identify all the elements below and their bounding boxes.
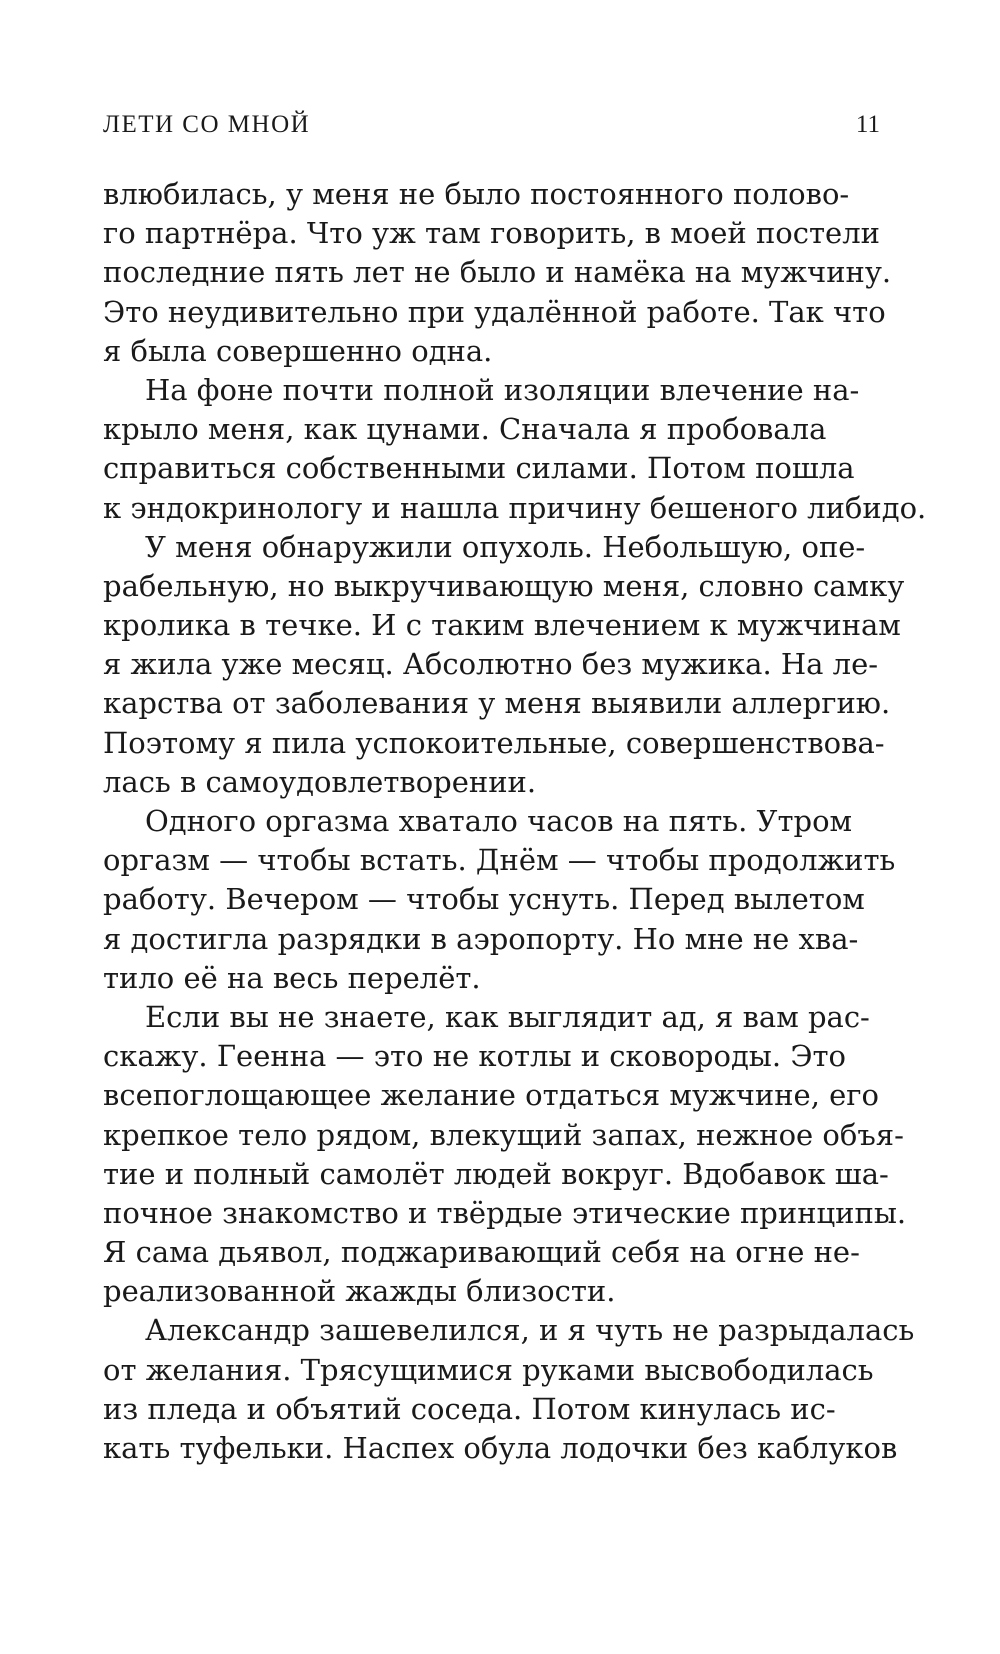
page-number: 11: [855, 111, 880, 138]
text-line: тие и полный самолёт людей вокруг. Вдобавок ша-: [103, 1156, 889, 1191]
text-line: последние пять лет не было и намёка на мужчину.: [103, 255, 892, 290]
text-line: рабельную, но выкручивающую меня, словно самку: [103, 568, 905, 603]
text-line: работу. Вечером — чтобы уснуть. Перед вылетом: [103, 882, 865, 917]
text-line: Если вы не знаете, как выглядит ад, я вам рас-: [145, 999, 870, 1034]
text-line: крыло меня, как цунами. Сначала я пробовала: [103, 412, 827, 447]
text-line: карства от заболевания у меня выявили аллергию.: [103, 686, 891, 721]
text-line: Одного оргазма хватало часов на пять. Утром: [145, 804, 853, 838]
text-line: кать туфельки. Наспех обула лодочки без каблуков: [103, 1431, 898, 1465]
text-line: из пледа и объятий соседа. Потом кинулась ис-: [103, 1391, 836, 1426]
text-line: кролика в течке. И с таким влечением к мужчинам: [103, 608, 901, 643]
text-line: я жила уже месяц. Абсолютно без мужика. На ле-: [103, 647, 879, 682]
text-line: к эндокринологу и нашла причину бешеного либидо.: [103, 490, 927, 525]
text-line: го партнёра. Что уж там говорить, в моей постели: [103, 216, 880, 251]
text-line: реализованной жажды близости.: [103, 1274, 616, 1309]
text-line: Это неудивительно при удалённой работе. Так что: [103, 294, 886, 329]
text-line: почное знакомство и твёрдые этические принципы.: [103, 1195, 907, 1230]
text-line: оргазм — чтобы встать. Днём — чтобы продолжить: [103, 843, 896, 878]
text-line: Поэтому я пила успокоительные, совершенствова-: [103, 725, 885, 760]
running-head-title: ЛЕТИ СО МНОЙ: [103, 111, 311, 138]
text-line: На фоне почти полной изоляции влечение на-: [145, 372, 860, 407]
text-line: крепкое тело рядом, влекущий запах, нежное объя-: [103, 1117, 904, 1152]
text-line: скажу. Геенна — это не котлы и сковороды. Это: [103, 1039, 847, 1074]
text-line: влюбилась, у меня не было постоянного полово-: [103, 177, 850, 211]
text-line: я была совершенно одна.: [103, 333, 493, 368]
text-line: У меня обнаружили опухоль. Небольшую, опе-: [145, 529, 866, 564]
text-line: я достигла разрядки в аэропорту. Но мне не хва-: [103, 921, 859, 956]
text-line: Александр зашевелился, и я чуть не разрыдалась: [145, 1313, 915, 1348]
body-text: [103, 175, 927, 1468]
text-line: тило её на весь перелёт.: [103, 960, 481, 995]
text-line: от желания. Трясущимися руками высвободилась: [103, 1352, 874, 1387]
text-line: всепоглощающее желание отдаться мужчине, его: [103, 1078, 879, 1113]
text-line: справиться собственными силами. Потом пошла: [103, 451, 855, 486]
text-line: лась в самоудовлетворении.: [103, 764, 537, 799]
text-line: Я сама дьявол, поджаривающий себя на огне не-: [103, 1235, 860, 1270]
